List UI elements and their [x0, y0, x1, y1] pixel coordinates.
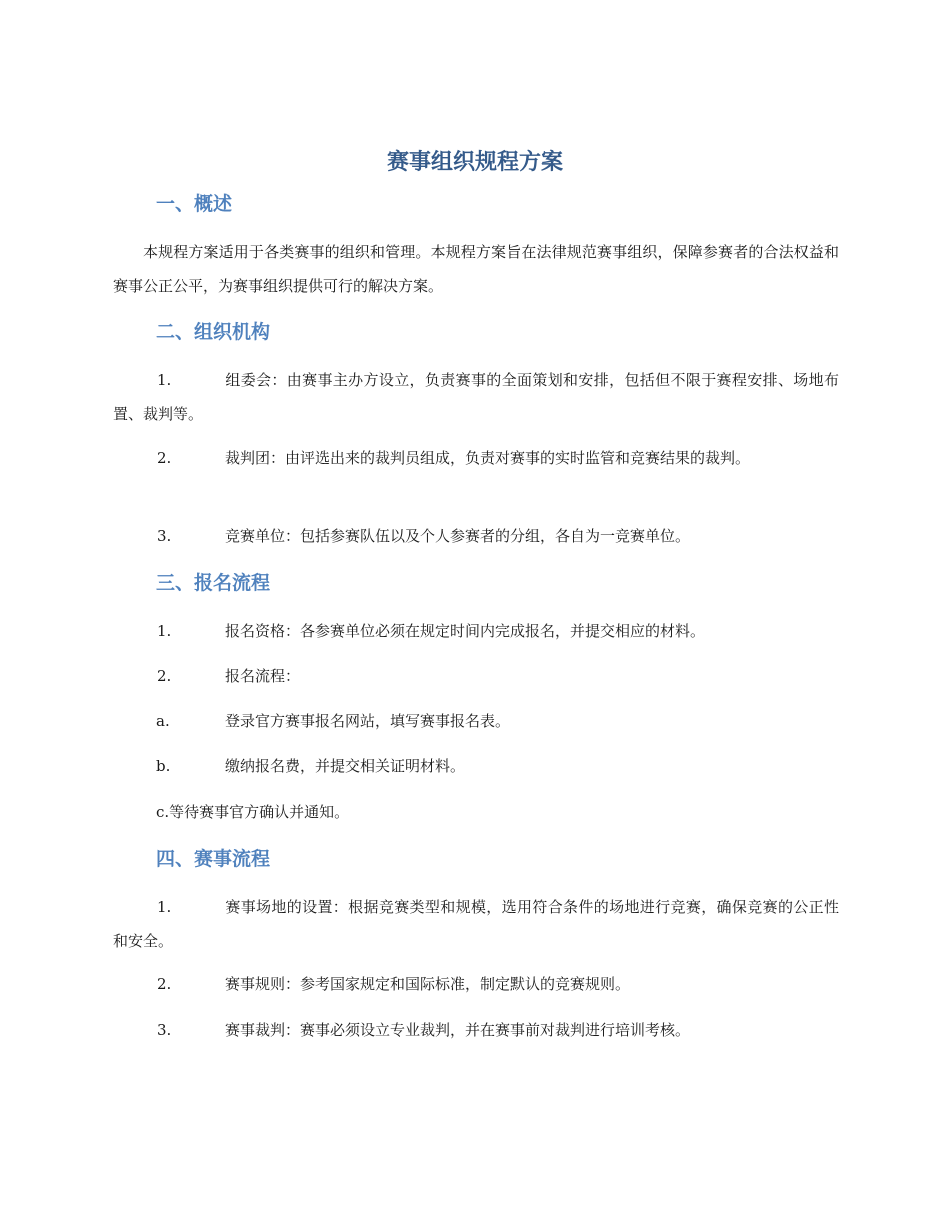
list-item	[113, 749, 839, 783]
list-item-text: 报名流程：	[225, 667, 301, 685]
list-item-number: 2.	[157, 667, 172, 685]
list-item	[113, 363, 839, 431]
list-item	[113, 1013, 839, 1047]
list-item-number: a.	[156, 712, 170, 730]
list-item-number: 3.	[157, 1021, 172, 1039]
list-item	[113, 659, 839, 693]
list-item	[113, 519, 839, 553]
list-item-text: 赛事场地的设置：根据竞赛类型和规模，选用符合条件的场地进行竞赛，确保竞赛的公正性和安全。	[113, 898, 839, 950]
list-item	[113, 441, 839, 475]
section-heading-organization: 二、组织机构	[156, 321, 271, 343]
list-item-text: 报名资格：各参赛单位必须在规定时间内完成报名，并提交相应的材料。	[225, 622, 706, 640]
section-heading-registration: 三、报名流程	[156, 572, 271, 594]
list-item-text: 赛事规则：参考国家规定和国际标准，制定默认的竞赛规则。	[225, 975, 631, 993]
list-item-number: 1.	[157, 622, 172, 640]
list-item-text: 缴纳报名费，并提交相关证明材料。	[225, 757, 466, 775]
list-item	[113, 967, 839, 1001]
list-item-text: 赛事裁判：赛事必须设立专业裁判，并在赛事前对裁判进行培训考核。	[225, 1021, 691, 1039]
list-item	[113, 614, 839, 648]
list-item-number: 2.	[157, 449, 172, 467]
list-item-text: 竞赛单位：包括参赛队伍以及个人参赛者的分组，各自为一竞赛单位。	[225, 527, 691, 545]
section-heading-event-process: 四、赛事流程	[156, 848, 271, 870]
list-item	[113, 704, 839, 738]
list-item-number: 3.	[157, 527, 172, 545]
list-item-number: 1.	[157, 898, 172, 916]
overview-paragraph: 本规程方案适用于各类赛事的组织和管理。本规程方案旨在法律规范赛事组织，保障参赛者的合法权益和赛事公正公平，为赛事组织提供可行的解决方案。	[113, 243, 839, 295]
section-heading-overview: 一、概述	[156, 193, 233, 215]
list-item-number: 2.	[157, 975, 172, 993]
list-item-text: 登录官方赛事报名网站，填写赛事报名表。	[225, 712, 511, 730]
list-item-text: 裁判团：由评选出来的裁判员组成，负责对赛事的实时监管和竞赛结果的裁判。	[225, 449, 751, 467]
page-title: 赛事组织规程方案	[386, 150, 563, 175]
list-item-number: b.	[156, 757, 171, 775]
list-item-text: 组委会：由赛事主办方设立，负责赛事的全面策划和安排，包括但不限于赛程安排、场地布置、裁判等。	[113, 371, 839, 423]
list-item-number: 1.	[157, 371, 172, 389]
list-item	[113, 890, 839, 958]
list-item-plain: c.等待赛事官方确认并通知。	[156, 803, 350, 821]
